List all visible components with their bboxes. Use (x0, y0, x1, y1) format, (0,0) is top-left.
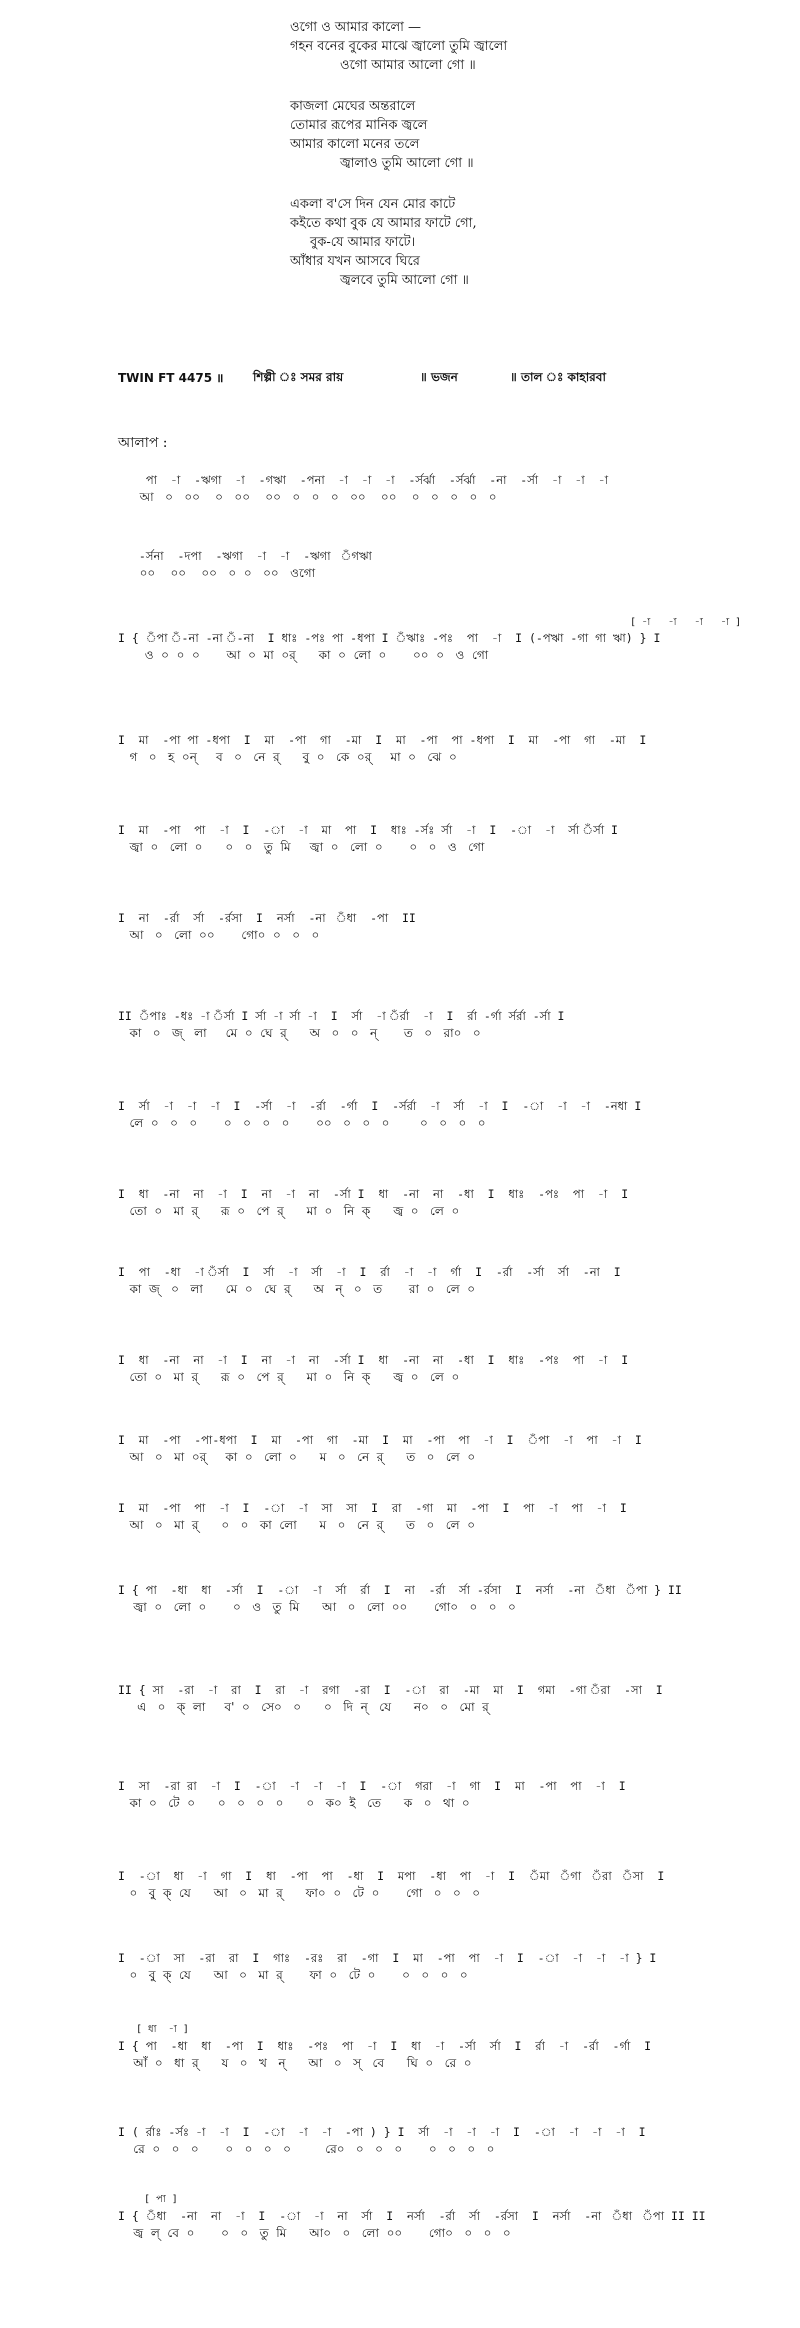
syllable-line: তো ০ মা র্ রূ ০ পে র্ মা ০ নি ক্ জ্ব ০ লে ০ (118, 1370, 460, 1384)
syllable-line: ০ বু ক্ যে আ ০ মা র্ ফা০ ০ টে ০ গো ০ ০ ০ (118, 1886, 481, 1900)
syllable-line: আ ০ ০০ ০ ০০ ০০ ০ ০ ০ ০০ ০০ ০ ০ ০ ০ ০ (132, 490, 497, 504)
syllable-line: রে ০ ০ ০ ০ ০ ০ ০ রে০ ০ ০ ০ ০ ০ ০ ০ (118, 2142, 495, 2156)
syllable-line: আ ০ মা ০র্ কা ০ লো ০ ম ০ নে র্ ত ০ লে ০ (118, 1450, 476, 1464)
lyric-stanza (290, 18, 650, 75)
notation-line: I { ঁপা ঁ-না -না ঁ-না I ধাঃ -পঃ পা -ধপা I ঁঋাঃ -পঃ পা -া I (-পঋা -গা গা ঋা) } I (118, 631, 661, 645)
lyric-line: জ্বলবে তুমি আলো গো ॥ (340, 273, 469, 288)
lyric-line: গহন বনের বুকের মাঝে জ্বালো তুমি জ্বালো (290, 39, 508, 54)
record-info-bar (118, 369, 758, 389)
notation-line: I র্সা -া -া -া I -র্সা -া -র্রা -র্গা I -র্সর্রা -া র্সা -া I -া -া -া -নধা I (118, 1099, 642, 1113)
syllable-line: ০ বু ক্ যে আ ০ মা র্ ফা ০ টে ০ ০ ০ ০ ০ (118, 1968, 468, 1982)
syllable-line: ও ০ ০ ০ আ ০ মা ০র্ কা ০ লো ০ ০০ ০ ও গো (118, 648, 489, 662)
notation-line: I -া সা -রা রা I গাঃ -রঃ রা -গা I মা -পা পা -া I -া -া -া -া } I (118, 1951, 657, 1965)
notation-line: I মা -পা -পা-ধপা I মা -পা গা -মা I মা -পা পা -া I ঁপা -া পা -া I (118, 1433, 642, 1447)
lyric-line: কইতে কথা বুক যে আমার ফাটে গো, (290, 216, 477, 231)
lyric-stanza (290, 97, 650, 173)
bracket-marker: [ -া -া -া -া ] (630, 617, 742, 628)
notation-line: I { পা -ধা ধা -পা I ধাঃ -পঃ পা -া I ধা -া -র্সা র্সা I র্রা -া -র্রা -র্গা I (118, 2039, 652, 2053)
notation-line: I ( র্রাঃ -র্সঃ -া -া I -া -া -া -পা ) } I র্সা -া -া -া I -া -া -া -া I (118, 2125, 646, 2139)
syllable-line: কা ০ টে ০ ০ ০ ০ ০ ০ ক০ ই তে ক ০ থা ০ (118, 1796, 470, 1810)
notation-line: -র্সনা -দপা -ঋগা -া -া -ঋগা ঁগঋা (132, 549, 372, 563)
syllable-line: কা ০ জ্ লা মে ০ ঘে র্ অ ০ ০ ন্ ত ০ রা০ ০ (118, 1026, 481, 1040)
notation-line: I মা -পা পা -া I -া -া মা পা I ধাঃ -র্সঃ র্সা -া I -া -া র্সা ঁর্সা I (118, 823, 618, 837)
lyrics-block (290, 18, 650, 312)
bracket-marker: [ পা ] (144, 2194, 178, 2205)
syllable-line: এ ০ ক্ লা ব' ০ সে০ ০ ০ দি ন্ যে ন০ ০ মো র্ (118, 1700, 489, 1714)
syllable-line: জ্বা ০ লো ০ ০ ও তু মি আ ০ লো ০০ গো০ ০ ০ ০ (118, 1600, 516, 1614)
notation-line: I মা -পা পা -ধপা I মা -পা গা -মা I মা -পা পা -ধপা I মা -পা গা -মা I (118, 733, 647, 747)
lyric-line: বুক-যে আমার ফাটে। (310, 235, 416, 250)
record-number: TWIN FT 4475 ॥ (118, 371, 224, 385)
bracket-marker: [ ধা -া ] (136, 2024, 189, 2035)
notation-line: I { ঁধা -না না -া I -া -া না র্সা I নর্সা -র্রা র্সা -র্রসা I নর্সা -না ঁধা ঁপা II II (118, 2209, 706, 2223)
lyric-line: আঁধার যখন আসবে ঘিরে (290, 254, 420, 269)
syllable-line: লে ০ ০ ০ ০ ০ ০ ০ ০০ ০ ০ ০ ০ ০ ০ ০ (118, 1116, 486, 1130)
notation-line: I ধা -না না -া I না -া না -র্সা I ধা -না না -ধা I ধাঃ -পঃ পা -া I (118, 1353, 629, 1367)
notation-line: I মা -পা পা -া I -া -া সা সা I রা -গা মা -পা I পা -া পা -া I (118, 1501, 627, 1515)
notation-line: I { পা -ধা ধা -র্সা I -া -া র্সা র্রা I না -র্রা র্সা -র্রসা I নর্সা -না ঁধা ঁপা } II (118, 1583, 682, 1597)
syllable-line: আঁ ০ ধা র্ য ০ খ ন্ আ ০ স্ বে ঘি ০ রে ০ (118, 2056, 472, 2070)
lyric-line: ওগো ও আমার কালো — (290, 20, 422, 35)
notation-line: পা -া -ঋগা -া -গঋা -পনা -া -া -া -র্সর্ঝা -র্সর্ঝা -না -র্সা -া -া -া (132, 473, 609, 487)
syllable-line: জ্বা ০ লো ০ ০ ০ তু মি জ্বা ০ লো ০ ০ ০ ও গো (118, 840, 485, 854)
alap-heading: আলাপ : (118, 435, 168, 451)
syllable-line: আ ০ লো ০০ গো০ ০ ০ ০ (118, 928, 320, 942)
artist-label: শিল্পী ঃ সমর রায় (253, 370, 344, 384)
syllable-line: তো ০ মা র্ রূ ০ পে র্ মা ০ নি ক্ জ্ব ০ লে ০ (118, 1204, 460, 1218)
lyric-line: ওগো আমার আলো গো ॥ (340, 58, 476, 73)
syllable-line: জ্ব ল্ বে ০ ০ ০ তু মি আ০ ০ লো ০০ গো০ ০ ০ ০ (118, 2226, 511, 2240)
tal-label: ॥ তাল ঃ কাহারবা (510, 370, 606, 384)
syllable-line: ০০ ০০ ০০ ০ ০ ০০ ওগো (132, 566, 316, 580)
lyric-line: জ্বালাও তুমি আলো গো ॥ (340, 156, 474, 171)
lyric-line: তোমার রূপের মানিক জ্বলে (290, 118, 428, 133)
notation-line: I -া ধা -া গা I ধা -পা পা -ধা I মপা -ধা পা -া I ঁমা ঁগা ঁরা ঁসা I (118, 1869, 665, 1883)
notation-line: II { সা -রা -া রা I রা -া রগা -রা I -া রা -মা মা I গমা -গা ঁরা -সা I (118, 1683, 663, 1697)
lyric-line: আমার কালো মনের তলে (290, 137, 420, 152)
notation-line: I না -র্রা র্সা -র্রসা I নর্সা -না ঁধা -পা II (118, 911, 416, 925)
notation-line: I ধা -না না -া I না -া না -র্সা I ধা -না না -ধা I ধাঃ -পঃ পা -া I (118, 1187, 629, 1201)
syllable-line: কা জ্ ০ লা মে ০ ঘে র্ অ ন্ ০ ত রা ০ লে ০ (118, 1282, 476, 1296)
notation-line: II ঁপাঃ -ধঃ -া ঁর্সা I র্সা -া র্সা -া I র্সা -া ঁর্রা -া I র্রা -র্গা র্সর্রা -র্সা I (118, 1009, 565, 1023)
notation-line: I পা -ধা -া ঁর্সা I র্সা -া র্সা -া I র্রা -া -া র্গা I -র্রা -র্সা র্সা -না I (118, 1265, 621, 1279)
syllable-line: গ ০ হ ০ন্ ব ০ নে র্ বু ০ কে ০র্ মা ০ ঝে ০ (118, 750, 457, 764)
lyric-line: একলা ব'সে দিন যেন মোর কাটে (290, 197, 456, 212)
lyric-stanza (290, 195, 650, 290)
genre-label: ॥ ভজন (420, 370, 458, 384)
notation-line: I সা -রা রা -া I -া -া -া -া I -া গরা -া গা I মা -পা পা -া I (118, 1779, 626, 1793)
syllable-line: আ ০ মা র্ ০ ০ কা লো ম ০ নে র্ ত ০ লে ০ (118, 1518, 475, 1532)
lyric-line: কাজলা মেঘের অন্তরালে (290, 99, 416, 114)
